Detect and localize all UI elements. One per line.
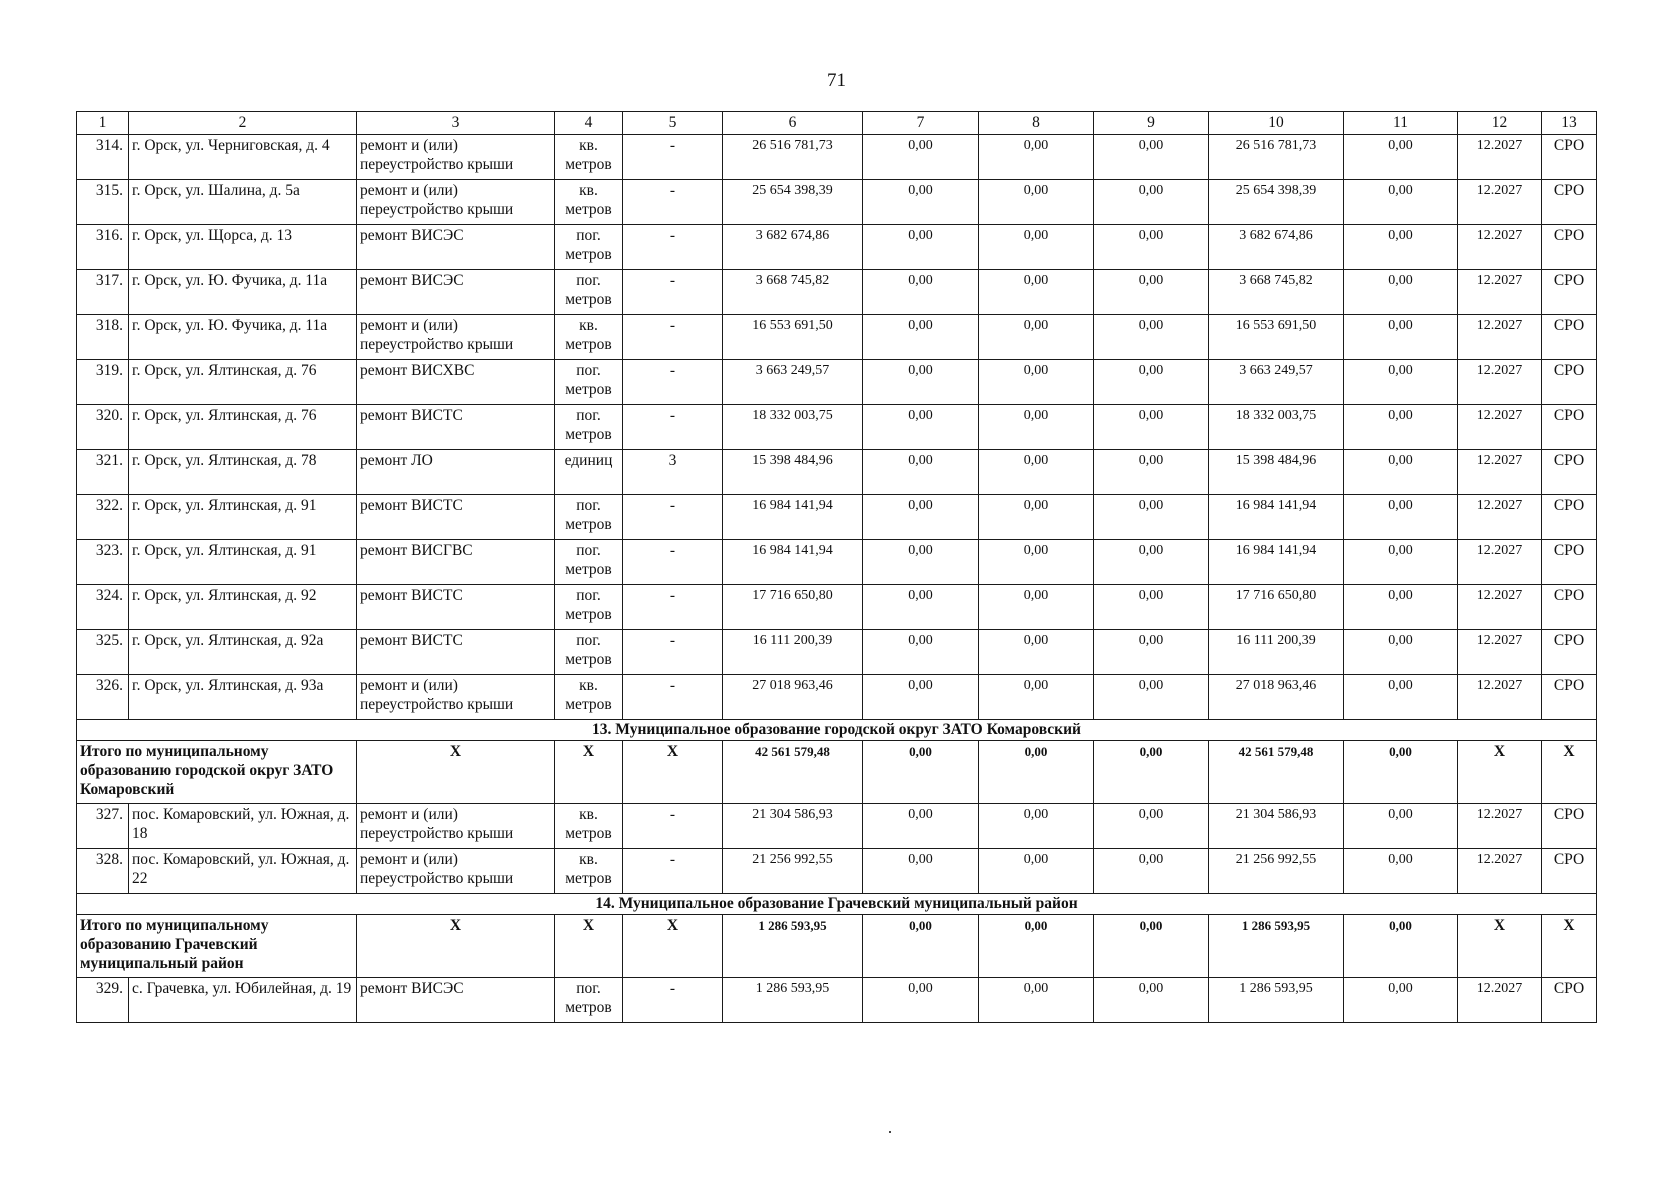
method-cell: СРО xyxy=(1542,804,1597,849)
cost-other-cell: 0,00 xyxy=(1344,225,1458,270)
table-body xyxy=(77,112,1597,1023)
cost-federal-cell: 0,00 xyxy=(863,225,979,270)
unit-cell: единиц xyxy=(555,450,623,495)
cost-owners-cell: 26 516 781,73 xyxy=(1209,135,1344,180)
cost-local-cell: 0,00 xyxy=(1094,135,1209,180)
cost-local-cell: 0,00 xyxy=(1094,450,1209,495)
total-cost-cell: 3 668 745,82 xyxy=(723,270,863,315)
total-cost-cell: 17 716 650,80 xyxy=(723,585,863,630)
total-cost-cell: 21 304 586,93 xyxy=(723,804,863,849)
cost-owners-cell: 3 663 249,57 xyxy=(1209,360,1344,405)
section-title: 14. Муниципальное образование Грачевский муниципальный район xyxy=(77,894,1597,915)
deadline-cell: 12.2027 xyxy=(1458,675,1542,720)
cost-local-cell: 0,00 xyxy=(1094,849,1209,894)
cost-other-cell: 0,00 xyxy=(1344,270,1458,315)
total-cost-cell: 15 398 484,96 xyxy=(723,450,863,495)
total-cost-cell: 27 018 963,46 xyxy=(723,675,863,720)
total-value-cell: X xyxy=(357,915,555,978)
work-type-cell: ремонт ВИСХВС xyxy=(357,360,555,405)
quantity-cell: - xyxy=(623,495,723,540)
cost-federal-cell: 0,00 xyxy=(863,450,979,495)
cost-local-cell: 0,00 xyxy=(1094,405,1209,450)
work-type-cell: ремонт и (или) переустройство крыши xyxy=(357,849,555,894)
address-cell: г. Орск, ул. Ялтинская, д. 91 xyxy=(129,540,357,585)
cost-owners-cell: 17 716 650,80 xyxy=(1209,585,1344,630)
cost-other-cell: 0,00 xyxy=(1344,450,1458,495)
column-header: 3 xyxy=(357,112,555,135)
deadline-cell: 12.2027 xyxy=(1458,495,1542,540)
cost-regional-cell: 0,00 xyxy=(979,450,1094,495)
table-row xyxy=(77,360,1597,405)
section-header-row xyxy=(77,720,1597,741)
table-row xyxy=(77,978,1597,1023)
row-number-cell: 317. xyxy=(77,270,129,315)
cost-federal-cell: 0,00 xyxy=(863,315,979,360)
row-number-cell: 329. xyxy=(77,978,129,1023)
cost-regional-cell: 0,00 xyxy=(979,180,1094,225)
total-value-cell: 42 561 579,48 xyxy=(1209,741,1344,804)
total-value-cell: 1 286 593,95 xyxy=(723,915,863,978)
work-type-cell: ремонт ВИСЭС xyxy=(357,225,555,270)
cost-regional-cell: 0,00 xyxy=(979,540,1094,585)
column-header: 9 xyxy=(1094,112,1209,135)
cost-local-cell: 0,00 xyxy=(1094,675,1209,720)
section-header-row xyxy=(77,894,1597,915)
cost-federal-cell: 0,00 xyxy=(863,849,979,894)
total-cost-cell: 18 332 003,75 xyxy=(723,405,863,450)
total-value-cell: X xyxy=(623,915,723,978)
total-value-cell: X xyxy=(1542,741,1597,804)
cost-federal-cell: 0,00 xyxy=(863,270,979,315)
page-number: 71 xyxy=(827,70,846,91)
total-value-cell: 0,00 xyxy=(1344,915,1458,978)
table-row xyxy=(77,135,1597,180)
method-cell: СРО xyxy=(1542,315,1597,360)
cost-owners-cell: 21 256 992,55 xyxy=(1209,849,1344,894)
total-cost-cell: 16 553 691,50 xyxy=(723,315,863,360)
address-cell: пос. Комаровский, ул. Южная, д. 22 xyxy=(129,849,357,894)
address-cell: с. Грачевка, ул. Юбилейная, д. 19 xyxy=(129,978,357,1023)
cost-owners-cell: 16 984 141,94 xyxy=(1209,495,1344,540)
cost-other-cell: 0,00 xyxy=(1344,978,1458,1023)
cost-regional-cell: 0,00 xyxy=(979,315,1094,360)
row-number-cell: 316. xyxy=(77,225,129,270)
cost-other-cell: 0,00 xyxy=(1344,585,1458,630)
work-type-cell: ремонт ВИСЭС xyxy=(357,270,555,315)
unit-cell: пог. метров xyxy=(555,225,623,270)
quantity-cell: - xyxy=(623,675,723,720)
cost-other-cell: 0,00 xyxy=(1344,849,1458,894)
total-value-cell: 0,00 xyxy=(863,741,979,804)
cost-federal-cell: 0,00 xyxy=(863,135,979,180)
work-type-cell: ремонт и (или) переустройство крыши xyxy=(357,804,555,849)
row-number-cell: 322. xyxy=(77,495,129,540)
row-number-cell: 326. xyxy=(77,675,129,720)
unit-cell: кв. метров xyxy=(555,804,623,849)
unit-cell: пог. метров xyxy=(555,630,623,675)
unit-cell: пог. метров xyxy=(555,540,623,585)
method-cell: СРО xyxy=(1542,585,1597,630)
deadline-cell: 12.2027 xyxy=(1458,225,1542,270)
work-type-cell: ремонт и (или) переустройство крыши xyxy=(357,315,555,360)
total-value-cell: 0,00 xyxy=(1094,915,1209,978)
total-row xyxy=(77,915,1597,978)
row-number-cell: 327. xyxy=(77,804,129,849)
quantity-cell: - xyxy=(623,540,723,585)
total-value-cell: X xyxy=(357,741,555,804)
total-cost-cell: 26 516 781,73 xyxy=(723,135,863,180)
column-header: 1 xyxy=(77,112,129,135)
cost-other-cell: 0,00 xyxy=(1344,405,1458,450)
cost-regional-cell: 0,00 xyxy=(979,804,1094,849)
total-cost-cell: 16 984 141,94 xyxy=(723,495,863,540)
table-row xyxy=(77,180,1597,225)
column-header: 10 xyxy=(1209,112,1344,135)
total-cost-cell: 16 984 141,94 xyxy=(723,540,863,585)
cost-local-cell: 0,00 xyxy=(1094,630,1209,675)
table-row xyxy=(77,450,1597,495)
total-cost-cell: 25 654 398,39 xyxy=(723,180,863,225)
address-cell: г. Орск, ул. Ялтинская, д. 92а xyxy=(129,630,357,675)
total-cost-cell: 1 286 593,95 xyxy=(723,978,863,1023)
cost-regional-cell: 0,00 xyxy=(979,630,1094,675)
cost-federal-cell: 0,00 xyxy=(863,540,979,585)
quantity-cell: - xyxy=(623,270,723,315)
total-value-cell: X xyxy=(555,915,623,978)
method-cell: СРО xyxy=(1542,978,1597,1023)
method-cell: СРО xyxy=(1542,135,1597,180)
address-cell: г. Орск, ул. Ялтинская, д. 76 xyxy=(129,405,357,450)
column-header: 13 xyxy=(1542,112,1597,135)
row-number-cell: 319. xyxy=(77,360,129,405)
work-type-cell: ремонт ВИСТС xyxy=(357,495,555,540)
total-cost-cell: 3 682 674,86 xyxy=(723,225,863,270)
address-cell: г. Орск, ул. Щорса, д. 13 xyxy=(129,225,357,270)
unit-cell: кв. метров xyxy=(555,180,623,225)
column-header: 2 xyxy=(129,112,357,135)
deadline-cell: 12.2027 xyxy=(1458,849,1542,894)
cost-other-cell: 0,00 xyxy=(1344,180,1458,225)
unit-cell: кв. метров xyxy=(555,135,623,180)
method-cell: СРО xyxy=(1542,630,1597,675)
cost-regional-cell: 0,00 xyxy=(979,405,1094,450)
cost-owners-cell: 18 332 003,75 xyxy=(1209,405,1344,450)
row-number-cell: 320. xyxy=(77,405,129,450)
method-cell: СРО xyxy=(1542,270,1597,315)
quantity-cell: - xyxy=(623,360,723,405)
cost-regional-cell: 0,00 xyxy=(979,849,1094,894)
section-title: 13. Муниципальное образование городской округ ЗАТО Комаровский xyxy=(77,720,1597,741)
unit-cell: пог. метров xyxy=(555,495,623,540)
table-row xyxy=(77,495,1597,540)
quantity-cell: - xyxy=(623,630,723,675)
cost-federal-cell: 0,00 xyxy=(863,675,979,720)
work-type-cell: ремонт и (или) переустройство крыши xyxy=(357,180,555,225)
work-type-cell: ремонт ВИСТС xyxy=(357,585,555,630)
unit-cell: кв. метров xyxy=(555,315,623,360)
quantity-cell: - xyxy=(623,135,723,180)
quantity-cell: - xyxy=(623,585,723,630)
table-row xyxy=(77,315,1597,360)
cost-regional-cell: 0,00 xyxy=(979,978,1094,1023)
method-cell: СРО xyxy=(1542,405,1597,450)
address-cell: г. Орск, ул. Ялтинская, д. 76 xyxy=(129,360,357,405)
deadline-cell: 12.2027 xyxy=(1458,804,1542,849)
quantity-cell: - xyxy=(623,405,723,450)
cost-federal-cell: 0,00 xyxy=(863,405,979,450)
table-row xyxy=(77,540,1597,585)
deadline-cell: 12.2027 xyxy=(1458,450,1542,495)
total-value-cell: X xyxy=(1458,741,1542,804)
work-type-cell: ремонт ЛО xyxy=(357,450,555,495)
cost-regional-cell: 0,00 xyxy=(979,585,1094,630)
work-type-cell: ремонт и (или) переустройство крыши xyxy=(357,135,555,180)
total-value-cell: 1 286 593,95 xyxy=(1209,915,1344,978)
row-number-cell: 314. xyxy=(77,135,129,180)
cost-owners-cell: 3 682 674,86 xyxy=(1209,225,1344,270)
total-value-cell: X xyxy=(555,741,623,804)
row-number-cell: 315. xyxy=(77,180,129,225)
cost-local-cell: 0,00 xyxy=(1094,978,1209,1023)
work-type-cell: ремонт ВИСГВС xyxy=(357,540,555,585)
column-number-header-row xyxy=(77,112,1597,135)
unit-cell: пог. метров xyxy=(555,585,623,630)
method-cell: СРО xyxy=(1542,675,1597,720)
cost-local-cell: 0,00 xyxy=(1094,180,1209,225)
total-value-cell: 42 561 579,48 xyxy=(723,741,863,804)
column-header: 5 xyxy=(623,112,723,135)
cost-local-cell: 0,00 xyxy=(1094,360,1209,405)
cost-owners-cell: 15 398 484,96 xyxy=(1209,450,1344,495)
cost-owners-cell: 16 111 200,39 xyxy=(1209,630,1344,675)
address-cell: г. Орск, ул. Черниговская, д. 4 xyxy=(129,135,357,180)
row-number-cell: 325. xyxy=(77,630,129,675)
unit-cell: пог. метров xyxy=(555,978,623,1023)
work-type-cell: ремонт и (или) переустройство крыши xyxy=(357,675,555,720)
cost-local-cell: 0,00 xyxy=(1094,270,1209,315)
deadline-cell: 12.2027 xyxy=(1458,540,1542,585)
total-value-cell: 0,00 xyxy=(1344,741,1458,804)
deadline-cell: 12.2027 xyxy=(1458,135,1542,180)
total-label: Итого по муниципальному образованию Грачевский муниципальный район xyxy=(77,915,357,978)
total-cost-cell: 21 256 992,55 xyxy=(723,849,863,894)
total-cost-cell: 16 111 200,39 xyxy=(723,630,863,675)
total-value-cell: 0,00 xyxy=(863,915,979,978)
deadline-cell: 12.2027 xyxy=(1458,270,1542,315)
cost-other-cell: 0,00 xyxy=(1344,630,1458,675)
cost-owners-cell: 21 304 586,93 xyxy=(1209,804,1344,849)
cost-other-cell: 0,00 xyxy=(1344,804,1458,849)
quantity-cell: 3 xyxy=(623,450,723,495)
cost-local-cell: 0,00 xyxy=(1094,804,1209,849)
table-row xyxy=(77,675,1597,720)
table-row xyxy=(77,849,1597,894)
column-header: 12 xyxy=(1458,112,1542,135)
method-cell: СРО xyxy=(1542,495,1597,540)
unit-cell: пог. метров xyxy=(555,360,623,405)
cost-federal-cell: 0,00 xyxy=(863,360,979,405)
deadline-cell: 12.2027 xyxy=(1458,585,1542,630)
cost-other-cell: 0,00 xyxy=(1344,135,1458,180)
address-cell: г. Орск, ул. Ю. Фучика, д. 11а xyxy=(129,270,357,315)
cost-other-cell: 0,00 xyxy=(1344,360,1458,405)
work-type-cell: ремонт ВИСЭС xyxy=(357,978,555,1023)
quantity-cell: - xyxy=(623,849,723,894)
deadline-cell: 12.2027 xyxy=(1458,360,1542,405)
quantity-cell: - xyxy=(623,804,723,849)
address-cell: г. Орск, ул. Шалина, д. 5а xyxy=(129,180,357,225)
address-cell: г. Орск, ул. Ялтинская, д. 78 xyxy=(129,450,357,495)
row-number-cell: 318. xyxy=(77,315,129,360)
method-cell: СРО xyxy=(1542,225,1597,270)
method-cell: СРО xyxy=(1542,849,1597,894)
cost-other-cell: 0,00 xyxy=(1344,495,1458,540)
row-number-cell: 323. xyxy=(77,540,129,585)
cost-owners-cell: 16 553 691,50 xyxy=(1209,315,1344,360)
table-row xyxy=(77,225,1597,270)
total-value-cell: X xyxy=(623,741,723,804)
total-cost-cell: 3 663 249,57 xyxy=(723,360,863,405)
cost-local-cell: 0,00 xyxy=(1094,585,1209,630)
table-row xyxy=(77,630,1597,675)
deadline-cell: 12.2027 xyxy=(1458,630,1542,675)
cost-owners-cell: 3 668 745,82 xyxy=(1209,270,1344,315)
table-row xyxy=(77,270,1597,315)
address-cell: г. Орск, ул. Ялтинская, д. 92 xyxy=(129,585,357,630)
method-cell: СРО xyxy=(1542,180,1597,225)
cost-federal-cell: 0,00 xyxy=(863,978,979,1023)
cost-owners-cell: 27 018 963,46 xyxy=(1209,675,1344,720)
cost-regional-cell: 0,00 xyxy=(979,495,1094,540)
row-number-cell: 328. xyxy=(77,849,129,894)
quantity-cell: - xyxy=(623,180,723,225)
address-cell: г. Орск, ул. Ю. Фучика, д. 11а xyxy=(129,315,357,360)
total-label: Итого по муниципальному образованию городской округ ЗАТО Комаровский xyxy=(77,741,357,804)
cost-federal-cell: 0,00 xyxy=(863,180,979,225)
cost-federal-cell: 0,00 xyxy=(863,630,979,675)
method-cell: СРО xyxy=(1542,360,1597,405)
cost-local-cell: 0,00 xyxy=(1094,315,1209,360)
unit-cell: кв. метров xyxy=(555,849,623,894)
cost-other-cell: 0,00 xyxy=(1344,540,1458,585)
deadline-cell: 12.2027 xyxy=(1458,405,1542,450)
column-header: 6 xyxy=(723,112,863,135)
quantity-cell: - xyxy=(623,978,723,1023)
column-header: 4 xyxy=(555,112,623,135)
row-number-cell: 321. xyxy=(77,450,129,495)
table-row xyxy=(77,585,1597,630)
cost-other-cell: 0,00 xyxy=(1344,675,1458,720)
quantity-cell: - xyxy=(623,225,723,270)
quantity-cell: - xyxy=(623,315,723,360)
column-header: 7 xyxy=(863,112,979,135)
cost-regional-cell: 0,00 xyxy=(979,135,1094,180)
total-row xyxy=(77,741,1597,804)
cost-owners-cell: 1 286 593,95 xyxy=(1209,978,1344,1023)
total-value-cell: X xyxy=(1458,915,1542,978)
total-value-cell: 0,00 xyxy=(979,741,1094,804)
address-cell: пос. Комаровский, ул. Южная, д. 18 xyxy=(129,804,357,849)
address-cell: г. Орск, ул. Ялтинская, д. 93а xyxy=(129,675,357,720)
work-type-cell: ремонт ВИСТС xyxy=(357,630,555,675)
method-cell: СРО xyxy=(1542,450,1597,495)
unit-cell: кв. метров xyxy=(555,675,623,720)
cost-local-cell: 0,00 xyxy=(1094,495,1209,540)
cost-other-cell: 0,00 xyxy=(1344,315,1458,360)
row-number-cell: 324. xyxy=(77,585,129,630)
table-row xyxy=(77,804,1597,849)
cost-federal-cell: 0,00 xyxy=(863,804,979,849)
scan-speck xyxy=(889,1131,891,1133)
cost-regional-cell: 0,00 xyxy=(979,675,1094,720)
cost-federal-cell: 0,00 xyxy=(863,495,979,540)
column-header: 11 xyxy=(1344,112,1458,135)
total-value-cell: X xyxy=(1542,915,1597,978)
cost-owners-cell: 25 654 398,39 xyxy=(1209,180,1344,225)
cost-federal-cell: 0,00 xyxy=(863,585,979,630)
cost-local-cell: 0,00 xyxy=(1094,225,1209,270)
deadline-cell: 12.2027 xyxy=(1458,180,1542,225)
cost-local-cell: 0,00 xyxy=(1094,540,1209,585)
cost-owners-cell: 16 984 141,94 xyxy=(1209,540,1344,585)
deadline-cell: 12.2027 xyxy=(1458,978,1542,1023)
cost-regional-cell: 0,00 xyxy=(979,360,1094,405)
column-header: 8 xyxy=(979,112,1094,135)
work-type-cell: ремонт ВИСТС xyxy=(357,405,555,450)
table-row xyxy=(77,405,1597,450)
cost-regional-cell: 0,00 xyxy=(979,270,1094,315)
unit-cell: пог. метров xyxy=(555,270,623,315)
method-cell: СРО xyxy=(1542,540,1597,585)
repair-program-table xyxy=(76,111,1597,1023)
total-value-cell: 0,00 xyxy=(979,915,1094,978)
cost-regional-cell: 0,00 xyxy=(979,225,1094,270)
deadline-cell: 12.2027 xyxy=(1458,315,1542,360)
unit-cell: пог. метров xyxy=(555,405,623,450)
address-cell: г. Орск, ул. Ялтинская, д. 91 xyxy=(129,495,357,540)
total-value-cell: 0,00 xyxy=(1094,741,1209,804)
